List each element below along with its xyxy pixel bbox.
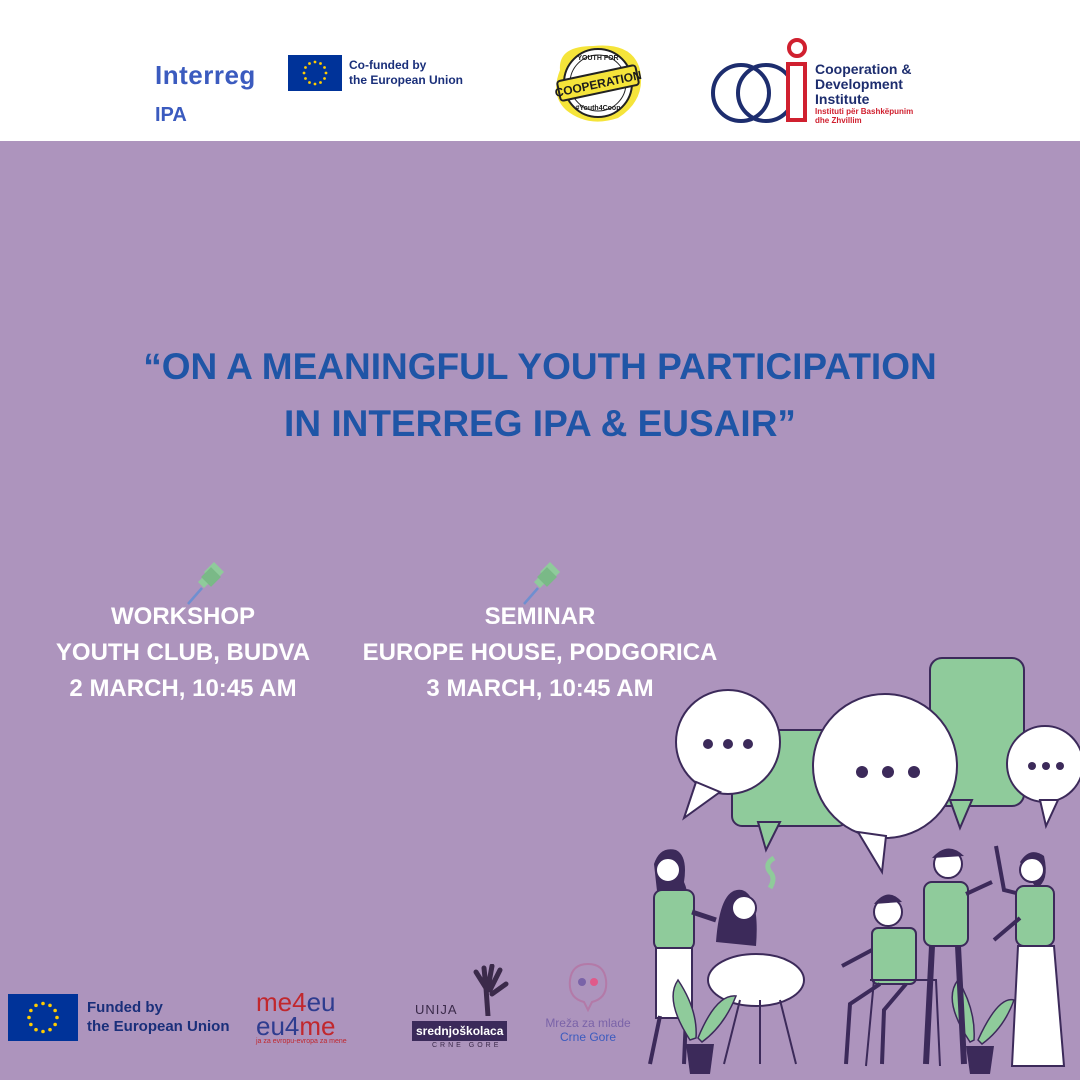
eu-star-icon [304,66,307,69]
eu-star-icon [29,1009,33,1013]
eu-text: eu [306,987,336,1017]
eu-star-icon [319,62,322,65]
event-place: EUROPE HOUSE, PODGORICA [362,639,718,666]
me4-text: me4 [256,987,307,1017]
speech-bubble-icon [813,694,957,872]
event-place: YOUTH CLUB, BUDVA [55,639,311,666]
cdi-sub-1: Instituti për Bashkëpunim [815,107,914,116]
funded-line-2: the European Union [87,1018,230,1035]
speech-bubble-icon [1007,726,1080,826]
person-sitting-woman [708,858,804,1064]
people-conversation-illustration [620,650,1080,1080]
eu-star-icon [308,81,311,84]
eu-star-icon [308,62,311,65]
title-line-1: “ON A MEANINGFUL YOUTH PARTICIPATION [143,346,937,387]
unija-text: UNIJA [415,1002,458,1017]
title-line-2: IN INTERREG IPA & EUSAIR” [284,403,796,444]
event-type: WORKSHOP [111,603,255,630]
me-text: me [299,1011,336,1041]
event-date: 2 MARCH, 10:45 AM [69,675,297,702]
eu-star-icon [304,77,307,80]
eu-star-icon [53,1009,57,1013]
event-title [40,338,1040,452]
eu-star-icon [323,77,326,80]
eu-star-icon [41,1030,45,1034]
eu-star-icon [314,83,317,86]
eu-star-icon [314,61,317,64]
workshop-info [20,599,346,707]
interreg-logo: Interreg [155,60,256,90]
eu-star-icon [53,1023,57,1027]
eu-star-icon [55,1016,59,1020]
cofunded-line-1: Co-funded by [349,58,427,72]
event-type: SEMINAR [484,603,596,630]
eu-star-icon [325,72,328,75]
mreza-logo-icon [564,960,612,1012]
ipa-label: IPA [155,104,187,126]
eu-star-icon [34,1028,38,1032]
cdi-sub-2: dhe Zhvillim [815,116,862,125]
eu-star-icon [41,1002,45,1006]
youth-for-cooperation-badge [548,40,648,126]
me4eu-line-2 [256,1011,347,1041]
eu4-text: eu4 [256,1011,300,1041]
person-standing-woman-right [994,846,1064,1066]
cdi-line-1: Cooperation & [815,61,912,77]
eu-flag-icon [8,994,78,1041]
event-date: 3 MARCH, 10:45 AM [426,675,654,702]
mreza-text [536,1016,640,1044]
eu-star-icon [303,72,306,75]
eu-star-icon [48,1004,52,1008]
cdi-line-3: Institute [815,91,870,107]
me4eu-logo [256,987,347,1045]
eu-star-icon [29,1023,33,1027]
cdi-line-2: Development [815,76,903,92]
funded-by-eu-text [87,998,230,1036]
cdi-logo-icon [708,38,812,124]
eu-flag-icon [288,55,342,91]
cofunded-line-2: the European Union [349,73,463,87]
srednjoskolaca-label: srednjoškolaca [412,1021,507,1041]
eu-star-icon [323,66,326,69]
cdi-logo-text [815,62,913,125]
mreza-line-1: Mreža za mlade [545,1016,631,1030]
funded-line-1: Funded by [87,999,163,1016]
eu-star-icon [27,1016,31,1020]
mreza-line-2: Crne Gore [559,1030,617,1044]
badge-tag-text: #Youth4Coop [575,105,621,112]
badge-top-text: YOUTH FOR [577,55,619,62]
eu-star-icon [319,81,322,84]
raised-hand-icon [470,964,510,1016]
eu-star-icon [34,1004,38,1008]
cofunded-text [349,58,463,88]
eu-star-icon [48,1028,52,1032]
crne-gore-small-text: CRNE GORE [432,1042,502,1049]
badge-main-text: COOPERATION [553,67,643,101]
me4eu-tagline: ja za evropu-evropa za mene [256,1038,347,1045]
